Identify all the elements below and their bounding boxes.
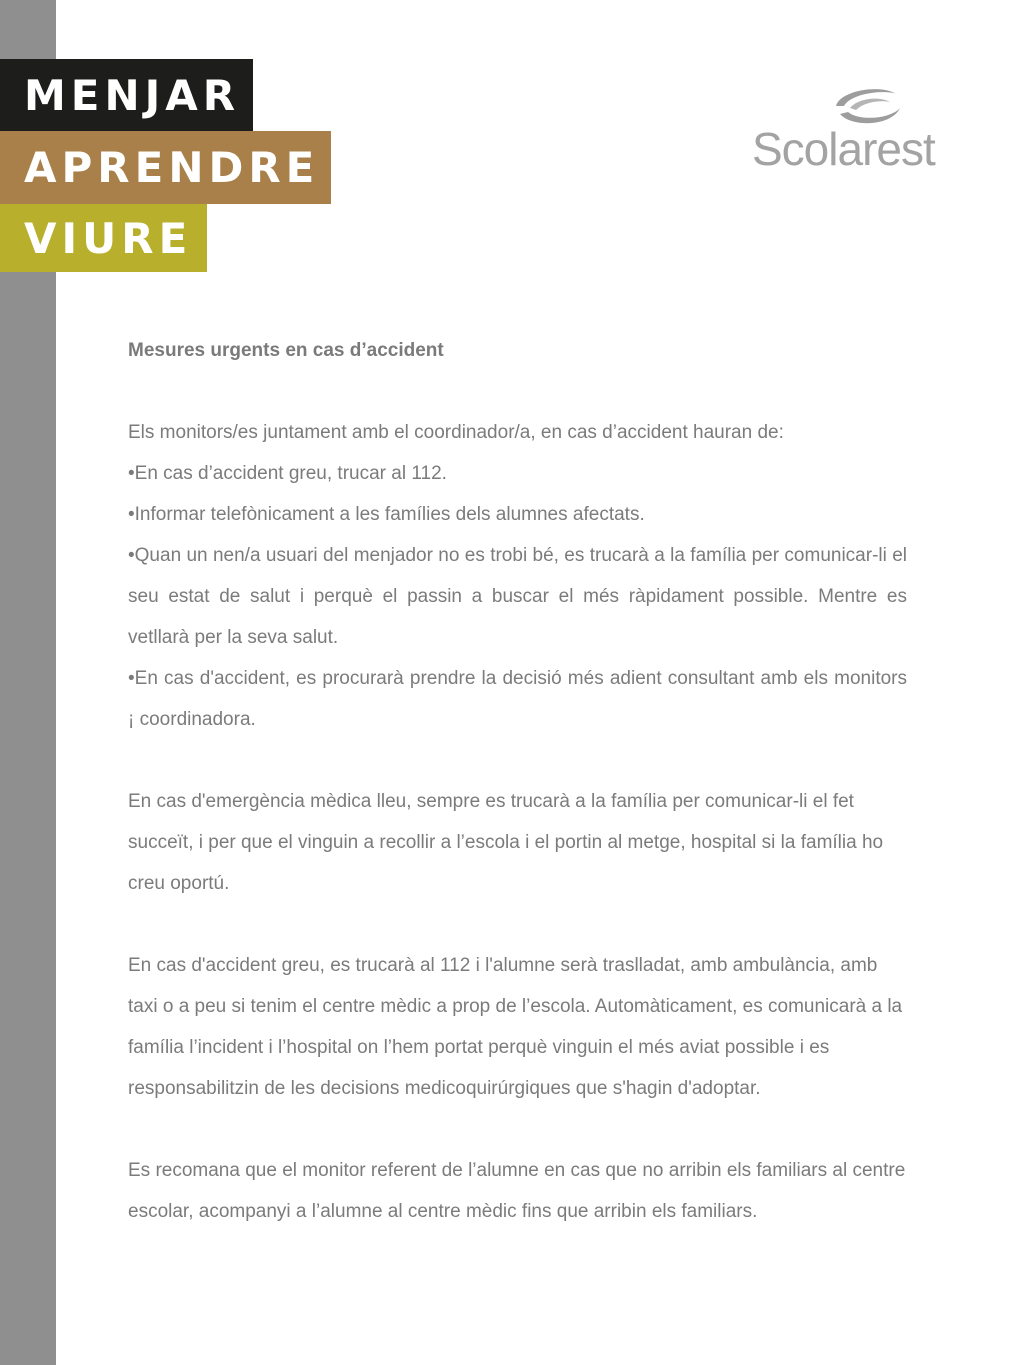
document-title: Mesures urgents en cas d’accident (128, 340, 444, 361)
scolarest-logo (752, 84, 935, 176)
paragraph: Es recomana que el monitor referent de l’alumne en cas que no arribin els familiars al centre escolar, acompanyi a l’alumne al centre mèdic fins que arribin els familiars. (128, 1160, 906, 1222)
document-body (128, 330, 907, 1232)
brand-aprendre: APRENDRE (0, 131, 331, 204)
paragraph: En cas d'accident greu, es trucarà al 112 i l'alumne serà traslladat, amb ambulància, amb taxi o a peu si tenim el centre mèdic a prop de l’escola. Automàticament, es comunicarà a la família l’incident i l’hospital on l’hem portat perquè vinguin el més aviat possible i es responsabilitzin de les decisions medicoquirúrgiques que s'hagin d'adoptar. (128, 955, 903, 1099)
brand-viure: VIURE (0, 204, 207, 272)
logo-text: Scolarest (752, 123, 935, 175)
paragraph: En cas d'emergència mèdica lleu, sempre es trucarà a la família per comunicar-li el fet succeït, i per que el vinguin a recollir a l’escola i el portin al metge, hospital si la família ho creu oportú. (128, 791, 884, 894)
bullet-item: •Quan un nen/a usuari del menjador no es trobi bé, es trucarà a la família per comunicar-li el seu estat de salut i perquè el passin a buscar el més ràpidament possible. Mentre es vetllarà per la seva salut. (128, 545, 907, 648)
brand-menjar: MENJAR (0, 59, 253, 131)
bullet-item: •En cas d’accident greu, trucar al 112. (128, 463, 447, 484)
bullet-item: •Informar telefònicament a les famílies dels alumnes afectats. (128, 504, 645, 525)
intro-text: Els monitors/es juntament amb el coordinador/a, en cas d’accident hauran de: (128, 422, 784, 443)
bullet-item: •En cas d'accident, es procurarà prendre la decisió més adient consultant amb els monitors ¡ coordinadora. (128, 668, 907, 730)
